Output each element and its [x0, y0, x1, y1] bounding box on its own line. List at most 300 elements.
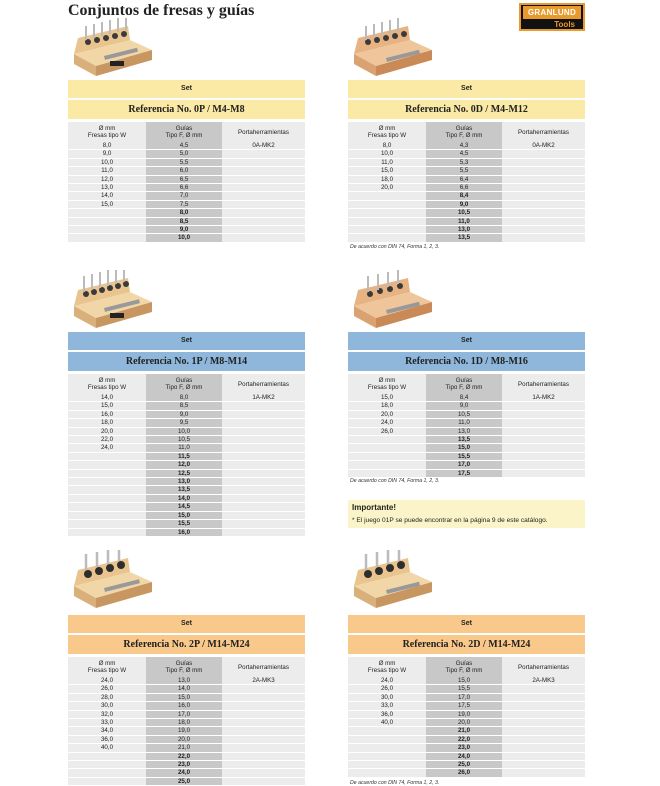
cutter-cell: 30,0 [68, 702, 146, 710]
logo-tools: Tools [554, 20, 575, 29]
holder-cell [502, 150, 585, 158]
guide-cell: 15,0 [426, 444, 502, 452]
col-header-fresas-line2: Fresas tipo W [367, 667, 407, 674]
holder-cell: 1A-MK2 [502, 394, 585, 402]
cutter-cell [68, 503, 146, 511]
table-row [68, 444, 305, 452]
col-header-fresas [68, 374, 146, 394]
spec-table [348, 374, 585, 478]
cutter-cell [348, 461, 426, 469]
guide-cell: 5,3 [426, 158, 502, 166]
holder-cell [222, 503, 305, 511]
table-row [68, 410, 305, 418]
table-row [68, 494, 305, 502]
cutter-cell [348, 452, 426, 460]
holder-cell [502, 761, 585, 769]
guide-cell: 25,0 [426, 761, 502, 769]
guide-cell: 15,0 [426, 677, 502, 685]
cutter-cell [348, 209, 426, 217]
table-row [68, 744, 305, 752]
product-photo-0d [350, 16, 435, 78]
cutter-cell: 18,0 [348, 402, 426, 410]
guide-cell: 8,4 [426, 394, 502, 402]
guide-cell: 16,0 [146, 528, 222, 536]
holder-cell [222, 693, 305, 701]
holder-cell [502, 452, 585, 460]
cutter-cell [68, 511, 146, 519]
cutter-cell [348, 752, 426, 760]
product-photo-1d [350, 268, 435, 330]
table-row [68, 520, 305, 528]
table-row [348, 150, 585, 158]
guide-cell: 16,0 [146, 702, 222, 710]
din-note-0d: De acuerdo con DIN 74, Forma 1, 2, 3. [350, 244, 440, 250]
holder-cell [222, 436, 305, 444]
table-row [348, 158, 585, 166]
guide-cell: 11,5 [146, 452, 222, 460]
cutter-cell [68, 777, 146, 785]
holder-cell [222, 217, 305, 225]
guide-cell: 13,5 [426, 234, 502, 242]
cutter-cell [68, 452, 146, 460]
reference-title: Referencia No. 2P / M14-M24 [68, 635, 305, 654]
holder-cell [502, 184, 585, 192]
table-row [348, 735, 585, 743]
cutter-cell: 10,0 [68, 158, 146, 166]
guide-cell: 9,0 [426, 200, 502, 208]
guide-cell: 5,5 [426, 167, 502, 175]
holder-cell [502, 436, 585, 444]
table-row [68, 419, 305, 427]
col-header-guias-line1: Guías [455, 125, 473, 132]
holder-cell [222, 769, 305, 777]
table-row [348, 192, 585, 200]
cutter-cell [68, 486, 146, 494]
table-row [68, 167, 305, 175]
spec-table [68, 122, 305, 243]
holder-cell [222, 410, 305, 418]
cutter-cell: 10,0 [348, 150, 426, 158]
importante-text: * El juego 01P se puede encontrar en la página 9 de este catálogo. [352, 517, 548, 524]
col-header-fresas-line1: Ø mm [378, 377, 396, 384]
table-row [68, 769, 305, 777]
table-row [68, 452, 305, 460]
guide-cell: 13,0 [146, 677, 222, 685]
guide-cell: 9,0 [426, 402, 502, 410]
set-label: Set [348, 80, 585, 98]
table-row [348, 427, 585, 435]
guide-cell: 10,5 [146, 436, 222, 444]
cutter-cell [348, 744, 426, 752]
table-row [68, 761, 305, 769]
cutter-cell: 18,0 [68, 419, 146, 427]
guide-cell: 13,5 [426, 436, 502, 444]
set-block-0d [348, 80, 585, 243]
guide-cell: 21,0 [426, 727, 502, 735]
guide-cell: 13,0 [426, 427, 502, 435]
guide-cell: 6,4 [426, 175, 502, 183]
table-row [68, 702, 305, 710]
col-header-fresas [68, 657, 146, 677]
holder-cell [502, 175, 585, 183]
table-row [348, 693, 585, 701]
col-header-guias-line1: Guías [175, 660, 193, 667]
cutter-cell: 20,0 [348, 184, 426, 192]
table-row [68, 503, 305, 511]
holder-cell [502, 217, 585, 225]
guide-cell: 14,0 [146, 494, 222, 502]
table-row [348, 217, 585, 225]
holder-cell [502, 226, 585, 234]
cutter-cell: 30,0 [348, 693, 426, 701]
col-header-guias-line1: Guías [175, 125, 193, 132]
col-header-fresas-line2: Fresas tipo W [87, 384, 127, 391]
guide-cell: 15,5 [146, 520, 222, 528]
cutter-cell [68, 528, 146, 536]
guide-cell: 26,0 [426, 769, 502, 777]
col-header-guias-line2: Tipo F, Ø mm [445, 667, 483, 674]
guide-cell: 23,0 [426, 744, 502, 752]
holder-cell [502, 735, 585, 743]
holder-cell [222, 184, 305, 192]
col-header-guias-line2: Tipo F, Ø mm [445, 132, 483, 139]
cutter-cell: 15,0 [68, 200, 146, 208]
holder-cell [502, 192, 585, 200]
set-block-1p [68, 332, 305, 537]
product-photo-2d [350, 548, 435, 610]
cutter-cell: 14,0 [68, 394, 146, 402]
holder-cell [502, 685, 585, 693]
holder-cell [222, 167, 305, 175]
col-header-guias-line1: Guías [455, 660, 473, 667]
guide-cell: 24,0 [426, 752, 502, 760]
guide-cell: 14,5 [146, 503, 222, 511]
col-header-guias [426, 657, 502, 677]
holder-cell [222, 444, 305, 452]
cutter-cell: 24,0 [348, 419, 426, 427]
holder-cell [502, 469, 585, 477]
cutter-cell [68, 769, 146, 777]
table-row [68, 142, 305, 150]
holder-cell [502, 209, 585, 217]
table-row [68, 486, 305, 494]
holder-cell [222, 520, 305, 528]
holder-cell [222, 752, 305, 760]
product-photo-2p [70, 548, 155, 610]
col-header-guias-line2: Tipo F, Ø mm [165, 384, 203, 391]
granlund-logo [519, 3, 585, 31]
guide-cell: 24,0 [146, 769, 222, 777]
guide-cell: 18,0 [146, 719, 222, 727]
table-row [68, 234, 305, 242]
holder-cell [222, 777, 305, 785]
cutter-cell: 8,0 [68, 142, 146, 150]
table-row [348, 444, 585, 452]
guide-cell: 20,0 [426, 719, 502, 727]
holder-cell [222, 402, 305, 410]
holder-cell [222, 419, 305, 427]
cutter-cell: 13,0 [68, 184, 146, 192]
guide-cell: 10,5 [426, 209, 502, 217]
set-label: Set [348, 332, 585, 350]
reference-title: Referencia No. 1P / M8-M14 [68, 352, 305, 371]
table-row [68, 693, 305, 701]
holder-cell [222, 702, 305, 710]
table-row [348, 402, 585, 410]
guide-cell: 15,5 [426, 685, 502, 693]
holder-cell [502, 427, 585, 435]
col-header-guias-line1: Guías [175, 377, 193, 384]
guide-cell: 12,5 [146, 469, 222, 477]
col-header-guias-line2: Tipo F, Ø mm [445, 384, 483, 391]
table-row [348, 744, 585, 752]
table-row [68, 685, 305, 693]
col-header-portaherramientas: Portaherramientas [222, 657, 305, 677]
cutter-cell: 11,0 [68, 167, 146, 175]
col-header-fresas [348, 374, 426, 394]
guide-cell: 17,5 [426, 469, 502, 477]
holder-cell: 1A-MK2 [222, 394, 305, 402]
guide-cell: 5,0 [146, 150, 222, 158]
cutter-cell [348, 226, 426, 234]
col-header-guias-line1: Guías [455, 377, 473, 384]
guide-cell: 17,0 [426, 693, 502, 701]
table-row [68, 184, 305, 192]
cutter-cell [68, 209, 146, 217]
holder-cell [502, 693, 585, 701]
cutter-cell [68, 478, 146, 486]
table-row [348, 677, 585, 685]
set-label: Set [68, 332, 305, 350]
holder-cell: 0A-MK2 [502, 142, 585, 150]
table-row [68, 394, 305, 402]
guide-cell: 22,0 [426, 735, 502, 743]
holder-cell [502, 727, 585, 735]
guide-cell: 19,0 [146, 727, 222, 735]
holder-cell [222, 200, 305, 208]
table-row [68, 226, 305, 234]
holder-cell [222, 158, 305, 166]
guide-cell: 10,5 [426, 410, 502, 418]
cutter-cell: 28,0 [68, 693, 146, 701]
guide-cell: 15,5 [426, 452, 502, 460]
holder-cell [222, 486, 305, 494]
col-header-fresas-line1: Ø mm [98, 377, 116, 384]
guide-cell: 19,0 [426, 710, 502, 718]
col-header-guias-line2: Tipo F, Ø mm [165, 132, 203, 139]
cutter-cell [68, 520, 146, 528]
set-block-2p [68, 615, 305, 786]
holder-cell [222, 735, 305, 743]
holder-cell [502, 419, 585, 427]
guide-cell: 22,0 [146, 752, 222, 760]
holder-cell [502, 444, 585, 452]
guide-cell: 9,0 [146, 410, 222, 418]
table-row [68, 200, 305, 208]
guide-cell: 4,3 [426, 142, 502, 150]
holder-cell [222, 427, 305, 435]
cutter-cell [348, 436, 426, 444]
cutter-cell: 15,0 [348, 394, 426, 402]
guide-cell: 5,5 [146, 158, 222, 166]
cutter-cell [348, 761, 426, 769]
cutter-cell: 36,0 [68, 735, 146, 743]
holder-cell: 2A-MK3 [502, 677, 585, 685]
set-block-0p [68, 80, 305, 243]
table-row [348, 719, 585, 727]
table-row [348, 727, 585, 735]
reference-title: Referencia No. 2D / M14-M24 [348, 635, 585, 654]
col-header-fresas-line1: Ø mm [98, 660, 116, 667]
holder-cell [222, 175, 305, 183]
table-row [68, 209, 305, 217]
guide-cell: 10,0 [146, 234, 222, 242]
guide-cell: 17,0 [426, 461, 502, 469]
guide-cell: 20,0 [146, 735, 222, 743]
holder-cell [222, 710, 305, 718]
cutter-cell: 26,0 [348, 685, 426, 693]
cutter-cell: 16,0 [68, 410, 146, 418]
guide-cell: 13,0 [426, 226, 502, 234]
spec-table [68, 657, 305, 786]
set-label: Set [68, 80, 305, 98]
guide-cell: 23,0 [146, 761, 222, 769]
cutter-cell: 34,0 [68, 727, 146, 735]
page-title: Conjuntos de fresas y guías [68, 2, 255, 19]
guide-cell: 11,0 [426, 217, 502, 225]
guide-cell: 25,0 [146, 777, 222, 785]
product-photo-1p [70, 268, 155, 330]
table-row [68, 528, 305, 536]
din-note-1d: De acuerdo con DIN 74, Forma 1, 2, 3. [350, 478, 440, 484]
cutter-cell: 24,0 [348, 677, 426, 685]
holder-cell [222, 494, 305, 502]
product-photo-0p [70, 16, 155, 78]
table-row [68, 158, 305, 166]
cutter-cell [348, 735, 426, 743]
col-header-fresas-line2: Fresas tipo W [87, 667, 127, 674]
holder-cell [502, 769, 585, 777]
table-row [348, 234, 585, 242]
spec-table [348, 657, 585, 778]
cutter-cell [68, 234, 146, 242]
table-row [68, 150, 305, 158]
holder-cell [222, 209, 305, 217]
table-row [348, 769, 585, 777]
holder-cell [502, 200, 585, 208]
cutter-cell: 26,0 [68, 685, 146, 693]
reference-title: Referencia No. 1D / M8-M16 [348, 352, 585, 371]
guide-cell: 6,6 [146, 184, 222, 192]
guide-cell: 6,6 [426, 184, 502, 192]
cutter-cell: 20,0 [68, 427, 146, 435]
table-row [68, 427, 305, 435]
holder-cell [222, 452, 305, 460]
holder-cell [222, 478, 305, 486]
guide-cell: 6,0 [146, 167, 222, 175]
table-row [68, 719, 305, 727]
col-header-guias [146, 374, 222, 394]
guide-cell: 12,0 [146, 461, 222, 469]
holder-cell [502, 167, 585, 175]
table-row [68, 478, 305, 486]
guide-cell: 15,0 [146, 511, 222, 519]
holder-cell [502, 461, 585, 469]
cutter-cell: 36,0 [348, 710, 426, 718]
guide-cell: 6,5 [146, 175, 222, 183]
cutter-cell: 8,0 [348, 142, 426, 150]
cutter-cell [68, 226, 146, 234]
guide-cell: 8,0 [146, 209, 222, 217]
col-header-fresas-line1: Ø mm [98, 125, 116, 132]
cutter-cell: 26,0 [348, 427, 426, 435]
set-block-1d [348, 332, 585, 478]
table-row [348, 452, 585, 460]
cutter-cell: 33,0 [68, 719, 146, 727]
holder-cell [222, 234, 305, 242]
table-row [348, 226, 585, 234]
col-header-fresas [348, 657, 426, 677]
table-row [348, 761, 585, 769]
guide-cell: 13,5 [146, 486, 222, 494]
holder-cell [222, 461, 305, 469]
holder-cell [502, 719, 585, 727]
cutter-cell [348, 200, 426, 208]
holder-cell [502, 402, 585, 410]
holder-cell [222, 469, 305, 477]
col-header-guias [146, 122, 222, 142]
guide-cell: 15,0 [146, 693, 222, 701]
guide-cell: 4,5 [426, 150, 502, 158]
set-block-2d [348, 615, 585, 778]
holder-cell [502, 752, 585, 760]
guide-cell: 8,5 [146, 402, 222, 410]
col-header-fresas-line1: Ø mm [378, 660, 396, 667]
cutter-cell [348, 192, 426, 200]
holder-cell [222, 528, 305, 536]
col-header-portaherramientas: Portaherramientas [222, 122, 305, 142]
table-row [348, 200, 585, 208]
cutter-cell [68, 752, 146, 760]
cutter-cell: 32,0 [68, 710, 146, 718]
cutter-cell [68, 469, 146, 477]
cutter-cell: 15,0 [68, 402, 146, 410]
cutter-cell: 11,0 [348, 158, 426, 166]
guide-cell: 17,0 [146, 710, 222, 718]
col-header-fresas-line2: Fresas tipo W [367, 384, 407, 391]
holder-cell [222, 511, 305, 519]
holder-cell [222, 150, 305, 158]
holder-cell [222, 744, 305, 752]
holder-cell: 2A-MK3 [222, 677, 305, 685]
col-header-guias-line2: Tipo F, Ø mm [165, 667, 203, 674]
cutter-cell [68, 761, 146, 769]
cutter-cell [348, 217, 426, 225]
table-row [348, 209, 585, 217]
col-header-fresas-line2: Fresas tipo W [87, 132, 127, 139]
table-row [68, 469, 305, 477]
guide-cell: 8,5 [146, 217, 222, 225]
holder-cell [222, 761, 305, 769]
cutter-cell: 20,0 [348, 410, 426, 418]
cutter-cell: 33,0 [348, 702, 426, 710]
table-row [68, 192, 305, 200]
guide-cell: 11,0 [426, 419, 502, 427]
table-row [68, 710, 305, 718]
col-header-guias [426, 122, 502, 142]
table-row [68, 752, 305, 760]
holder-cell [502, 710, 585, 718]
